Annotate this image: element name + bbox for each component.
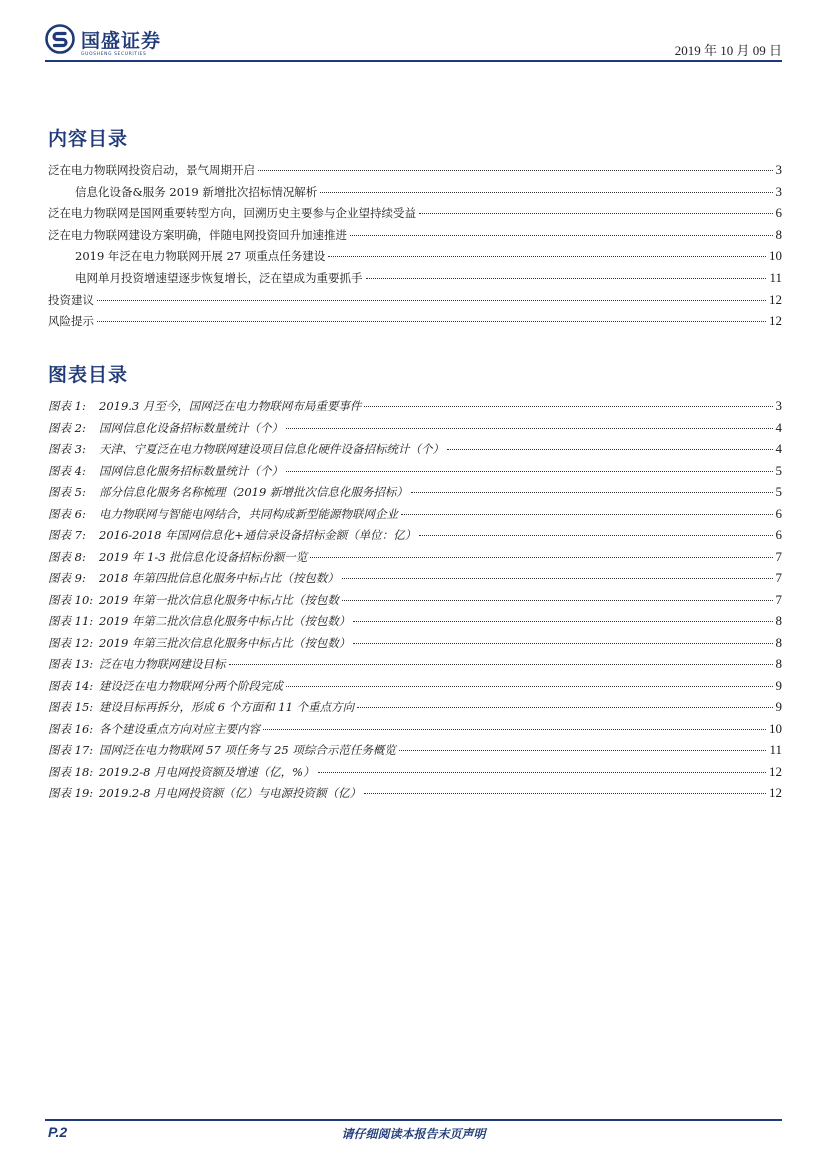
figure-entry[interactable] [48,589,782,611]
figure-index-list [48,395,782,804]
toc-entry-label: 泛在电力物联网建设方案明确，伴随电网投资回升加速推进 [48,227,347,242]
figure-entry-page: 7 [775,591,782,607]
toc-entry-page: 11 [769,269,782,285]
toc-entry-label: 信息化设备&服务 2019 新增批次招标情况解析 [75,184,318,199]
toc-entry-label: 电网单月投资增速望逐步恢复增长，泛在望成为重要抓手 [75,270,363,285]
dot-leader [401,514,773,515]
figure-entry-page: 8 [775,613,782,628]
dot-leader [342,600,773,601]
figure-number: 图表 7: [48,528,86,542]
dot-leader [399,750,767,751]
figure-entry-page: 12 [769,785,782,800]
dot-leader [411,492,773,493]
toc-entry[interactable] [48,181,782,203]
figure-number: 图表 15: [48,700,94,714]
figure-entry-label: 国网泛在电力物联网 57 项任务与 25 项综合示范任务概览 [99,743,396,757]
dot-leader [310,557,772,558]
figure-entry-page: 7 [775,548,782,564]
logo-subtext: GUOSHENG SECURITIES [81,52,147,57]
figure-entry-page: 6 [775,527,782,542]
figure-number: 图表 12: [48,635,94,650]
toc-entry[interactable] [48,202,782,224]
page-number: P.2 [48,1124,68,1140]
dot-leader [366,278,767,279]
toc-entry[interactable] [48,310,782,332]
figure-entry[interactable] [48,761,782,783]
report-date: 2019 年 10 月 09 日 [674,43,782,58]
toc-entry-label: 2019 年泛在电力物联网开展 27 项重点任务建设 [75,249,326,264]
toc-entry-label: 风险提示 [48,314,94,329]
figure-entry-label: 电力物联网与智能电网结合，共同构成新型能源物联网企业 [99,506,398,521]
figure-entry-page: 5 [775,484,782,499]
figure-entry[interactable] [48,782,782,804]
figure-number: 图表 9: [48,571,86,585]
figure-entry-label: 2016-2018 年国网信息化+通信录设备招标金额（单位：亿） [99,528,417,542]
header-divider [45,60,782,62]
figure-entry[interactable] [48,395,782,417]
logo-text: 国盛证券 [81,29,162,52]
figure-entry-label: 泛在电力物联网建设目标 [99,657,226,671]
dot-leader [447,449,773,450]
figure-entry-page: 8 [775,656,782,671]
toc-entry[interactable] [48,159,782,181]
figure-entry-page: 11 [769,742,782,757]
figure-entry-page: 8 [775,634,782,650]
figure-entry[interactable] [48,739,782,761]
page-header [45,24,782,62]
dot-leader [328,256,766,257]
toc-title: 内容目录 [48,128,129,150]
figure-number: 图表 3: [48,442,86,456]
figure-entry-label: 2019 年第三批次信息化服务中标占比（按包数） [99,635,351,650]
dot-leader [229,664,773,665]
figure-entry-page: 10 [769,720,782,736]
dot-leader [419,535,772,536]
dot-leader [286,686,773,687]
toc-entry-page: 8 [775,226,782,242]
figure-entry-label: 2019.3 月至今，国网泛在电力物联网布局重要事件 [99,399,362,413]
figure-entry-label: 各个建设重点方向对应主要内容 [99,721,260,736]
figure-entry[interactable] [48,503,782,525]
dot-leader [97,321,766,322]
toc-entry-page: 3 [775,162,782,177]
figure-entry-page: 4 [775,441,782,456]
figure-entry-page: 3 [775,398,782,413]
figure-entry-label: 建设目标再拆分，形成 6 个方面和 11 个重点方向 [99,700,355,714]
figure-number: 图表 11: [48,614,94,628]
figure-entry-label: 国网信息化设备招标数量统计（个） [99,420,283,435]
figure-number: 图表 16: [48,721,94,736]
figure-entry[interactable] [48,718,782,740]
dot-leader [286,471,773,472]
dot-leader [320,192,772,193]
figure-number: 图表 10: [48,592,94,607]
company-logo [45,24,161,54]
dot-leader [364,793,766,794]
disclaimer-note: 请仔细阅读本报告末页声明 [341,1127,486,1141]
figure-number: 图表 17: [48,743,94,757]
figure-entry-page: 4 [775,419,782,435]
figure-number: 图表 1: [48,399,86,413]
dot-leader [342,578,773,579]
figure-number: 图表 4: [48,463,86,478]
figure-entry-label: 天津、宁夏泛在电力物联网建设项目信息化硬件设备招标统计（个） [99,442,444,456]
toc-list [48,159,782,332]
toc-entry-page: 6 [775,205,782,221]
figure-entry-label: 2019 年第二批次信息化服务中标占比（按包数） [99,614,351,628]
figure-entry-label: 国网信息化服务招标数量统计（个） [99,463,283,478]
figure-entry[interactable] [48,610,782,632]
figure-entry-label: 2018 年第四批信息化服务中标占比（按包数） [99,571,339,585]
figure-entry-page: 9 [775,677,782,693]
toc-entry-page: 10 [769,248,782,264]
figure-entry[interactable] [48,524,782,546]
toc-entry[interactable] [48,267,782,289]
guosheng-logo-icon [45,24,75,54]
figure-entry-page: 5 [775,462,782,478]
toc-entry[interactable] [48,224,782,246]
dot-leader [97,300,766,301]
figure-entry[interactable] [48,481,782,503]
figure-number: 图表 14: [48,678,94,693]
figure-number: 图表 13: [48,657,94,671]
figure-entry-page: 12 [769,763,782,779]
figure-entry[interactable] [48,567,782,589]
figure-entry[interactable] [48,438,782,460]
dot-leader [318,772,766,773]
figure-number: 图表 2: [48,420,86,435]
dot-leader [286,428,773,429]
figure-entry[interactable] [48,460,782,482]
toc-entry-label: 投资建议 [48,292,94,307]
toc-entry[interactable] [48,245,782,267]
figure-entry[interactable] [48,653,782,675]
footer-divider [45,1119,782,1121]
figure-entry[interactable] [48,675,782,697]
figure-number: 图表 8: [48,549,86,564]
figure-entry-page: 7 [775,570,782,585]
figure-entry[interactable] [48,632,782,654]
figure-index-title: 图表目录 [48,364,129,386]
toc-entry-label: 泛在电力物联网投资启动，景气周期开启 [48,163,255,177]
figure-number: 图表 6: [48,506,86,521]
dot-leader [364,406,772,407]
figure-entry-label: 2019.2-8 月电网投资额（亿）与电源投资额（亿） [99,786,362,800]
figure-entry[interactable] [48,546,782,568]
toc-entry-page: 3 [775,183,782,199]
figure-entry-label: 建设泛在电力物联网分两个阶段完成 [99,678,283,693]
figure-number: 图表 19: [48,786,94,800]
dot-leader [419,213,773,214]
dot-leader [357,707,772,708]
figure-entry-label: 2019.2-8 月电网投资额及增速（亿，%） [99,764,315,779]
figure-entry-page: 6 [775,505,782,521]
dot-leader [353,621,772,622]
figure-entry-label: 2019 年 1-3 批信息化设备招标份额一览 [99,549,308,564]
figure-number: 图表 5: [48,485,86,499]
dot-leader [350,235,773,236]
figure-entry-label: 部分信息化服务名称梳理（2019 新增批次信息化服务招标） [99,485,408,499]
figure-entry-label: 2019 年第一批次信息化服务中标占比（按包数 [99,592,339,607]
toc-entry-page: 12 [769,313,782,329]
dot-leader [353,643,772,644]
toc-entry-page: 12 [769,291,782,307]
dot-leader [258,170,773,171]
figure-entry[interactable] [48,696,782,718]
figure-entry[interactable] [48,417,782,439]
toc-entry[interactable] [48,289,782,311]
toc-entry-label: 泛在电力物联网是国网重要转型方向，回溯历史主要参与企业望持续受益 [48,206,416,221]
figure-entry-page: 9 [775,699,782,714]
figure-number: 图表 18: [48,764,94,779]
dot-leader [263,729,766,730]
